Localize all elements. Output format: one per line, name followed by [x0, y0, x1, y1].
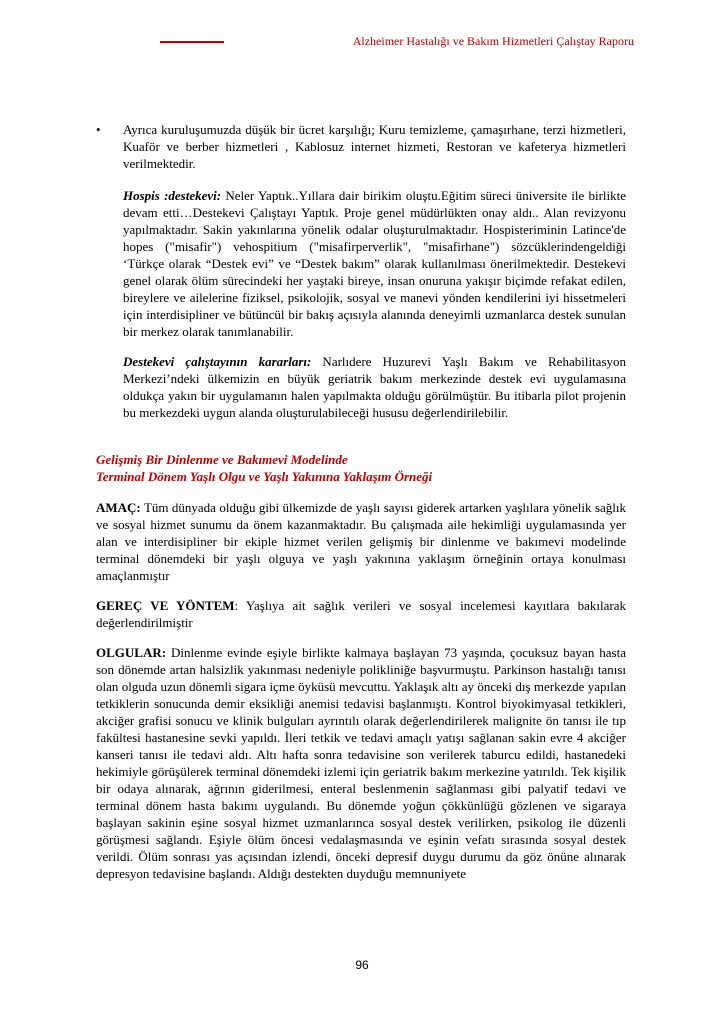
header-rule	[160, 41, 224, 43]
running-header: Alzheimer Hastalığı ve Bakım Hizmetleri Çalıştay Raporu	[352, 34, 634, 48]
amac-label: AMAÇ:	[96, 500, 141, 515]
destekevi-lead: Destekevi çalıştayının kararları:	[123, 354, 312, 369]
amac-paragraph	[96, 499, 626, 584]
hospis-paragraph	[123, 187, 626, 340]
hospis-lead: Hospis :destekevi:	[123, 188, 222, 203]
olgular-paragraph	[96, 644, 626, 882]
section-heading-line-2: Terminal Dönem Yaşlı Olgu ve Yaşlı Yakınına Yaklaşım Örneği	[96, 469, 433, 484]
bullet-text: Ayrıca kuruluşumuzda düşük bir ücret karşılığı; Kuru temizleme, çamaşırhane, terzi hizmetleri, Kuaför ve berber hizmetleri , Kablosuz internet hizmeti, Restoran ve kafeterya hizmetleri verilmektedir.	[123, 122, 626, 171]
page-body	[96, 121, 626, 895]
section-heading-line-1: Gelişmiş Bir Dinlenme ve Bakımevi Modelinde	[96, 452, 348, 467]
destekevi-paragraph	[123, 353, 626, 421]
destekevi-text: Narlıdere Huzurevi Yaşlı Bakım ve Rehabilitasyon Merkezi’ndeki ülkemizin en büyük geriatrik bakım merkezinde destek evi uygulamasına oldukça yakın bir uygulamanın halen yapılmakta olduğu görülmüştür. Bu itibarla pilot projenin bu merkezdeki uygun alanda oluşturulabileceği hususu değerlendirilebilir.	[123, 354, 627, 420]
olgular-label: OLGULAR:	[96, 645, 167, 660]
gerec-paragraph	[96, 597, 626, 631]
gerec-text: : Yaşlıya ait sağlık verileri ve sosyal incelemesi kayıtlara bakılarak değerlendirilmiştir	[96, 598, 626, 630]
bullet-item	[96, 121, 626, 172]
bullet-icon: •	[96, 122, 101, 137]
hospis-text: Neler Yaptık..Yıllara dair birikim oluştu.Eğitim süreci üniversite ile birlikte devam etti…Destekevi Çalıştayı Yaptık. Proje genel müdürlükten onay aldı.. Alan revizyonu yapılmaktadır. Sakin yakınlarına yönelik odalar oluşturulmaktadır. Hospisteriminin Latince'de hopes ("misafir") vehospitium ("misafirperverlik", "misafirhane") sözcüklerindengeldiği ‘Türkçe olarak “Destek evi” ve “Destek bakım” olarak kullanılması önerilmektedir. Destekevi genel olarak ölüm sürecindeki her yaştaki bireye, insan onuruna yakışır biçimde refakat edilen, bireylere ve ailelerine fiziksel, psikolojik, sosyal ve manevi yönden kendilerini iyi hissetmeleri için interdisipliner ve bütüncül bir bakış açısıyla alanında deneyimli uzmanlarca destek sunulan bir merkez olarak tanımlanabilir.	[123, 188, 627, 339]
section-heading	[96, 451, 626, 485]
page-number: 96	[355, 958, 369, 972]
amac-text: Tüm dünyada olduğu gibi ülkemizde de yaşlı sayısı giderek artarken yaşlılara yönelik sağlık ve sosyal hizmet sunumu da önem kazanmaktadır. Bu çalışmada aile hekimliği uygulamasında yer alan ve interdisipliner bir ekiple hizmet verilen gelişmiş bir dinlenme ve bakımevi modelinde terminal dönemdeki bir yaşlı olguya ve yaşlı yakınına yaklaşım örneğinin ortaya konulması amaçlanmıştır	[96, 500, 626, 583]
olgular-text: Dinlenme evinde eşiyle birlikte kalmaya başlayan 73 yaşında, çocuksuz bayan hasta son dönemde artan halsizlik yakınması nedeniyle polikliniğe başvurmuştu. Parkinson hastalığı tanısı olan olguda uzun dönemli sigara içme öyküsü mevcuttu. Yaklaşık altı ay önceki dış merkezde yapılan tetkiklerin sonucunda demir eksikliği anemisi tedavisi başlanmıştı. Kontrol biyokimyasal tetkikleri, akciğer grafisi sonucu ve klinik bulguları ayrıntılı olarak değerlendirilerek malignite ön tanısı ile tıp fakültesi hastanesine sevki yapıldı. İleri tetkik ve tedavi amaçlı yatışı sağlanan sakin evre 4 akciğer kanseri tanısı ile tedavi aldı. Altı hafta sonra tedavisine son verilerek taburcu edildi, hastanedeki hekimiyle görüşülerek terminal dönemdeki izlemi için geriatrik bakım merkezine yatırıldı. Tek kişilik bir odaya alınarak, ağrının giderilmesi, enteral beslenmenin sağlanması gibi palyatif tedavi ve terminal dönem hasta bakımı uygulandı. Bu dönemde yoğun çökkünlüğü gözlenen ve sigaraya başlayan sakinin eşine sosyal hizmet uzmanlarınca sosyal destek verilirken, psikolog ile düzenli görüşmesi sağlandı. Eşiyle ölüm öncesi vedalaşmasında ve eşinin vefatı sırasında sosyal destek verildi. Ölüm sonrası yas açısından izlendi, önceki depresif duygu durumu da göz önüne alınarak depresyon tedavisine başlandı. Aldığı destekten duyduğu memnuniyete	[96, 645, 626, 881]
gerec-label: GEREÇ VE YÖNTEM	[96, 598, 235, 613]
